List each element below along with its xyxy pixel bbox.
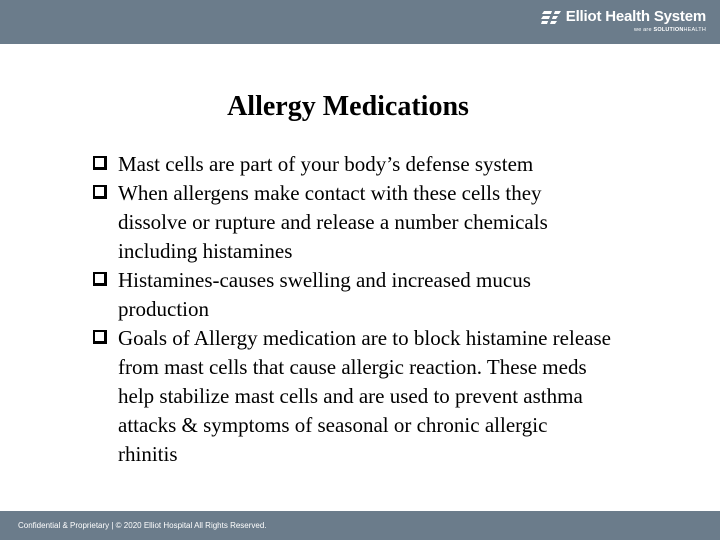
bullet-item [92, 266, 612, 324]
bullet-text: Histamines-causes swelling and increased mucus production [118, 268, 531, 321]
checkbox-square-icon [93, 330, 107, 344]
bullet-text: When allergens make contact with these cells they dissolve or rupture and release a number chemicals including histamines [118, 181, 548, 263]
tagline-suffix: HEALTH [683, 27, 706, 33]
bullet-item [92, 150, 612, 179]
footer-bar [0, 511, 720, 540]
checkbox-square-icon [93, 156, 107, 170]
bullet-list [92, 150, 612, 469]
checkbox-square-icon [93, 185, 107, 199]
footer-copyright: Confidential & Proprietary | © 2020 Elliot Hospital All Rights Reserved. [18, 521, 267, 530]
brand-name: Elliot Health System [565, 8, 706, 25]
brand-logo [541, 9, 706, 34]
header-bar [0, 0, 720, 44]
brand-tagline [541, 26, 706, 34]
bullet-item [92, 324, 612, 469]
bullet-item [92, 179, 612, 266]
elliot-logo-icon [541, 11, 561, 24]
bullet-text: Goals of Allergy medication are to block histamine release from mast cells that cause allergic reaction. These meds help stabilize mast cells and are used to prevent asthma attacks & symptoms of seasonal or chronic allergic rhinitis [118, 326, 611, 466]
checkbox-square-icon [93, 272, 107, 286]
bullet-text: Mast cells are part of your body’s defense system [118, 152, 534, 176]
tagline-prefix: we are [634, 27, 652, 33]
slide-title: Allergy Medications [227, 91, 469, 122]
tagline-strong: SOLUTION [653, 27, 684, 33]
